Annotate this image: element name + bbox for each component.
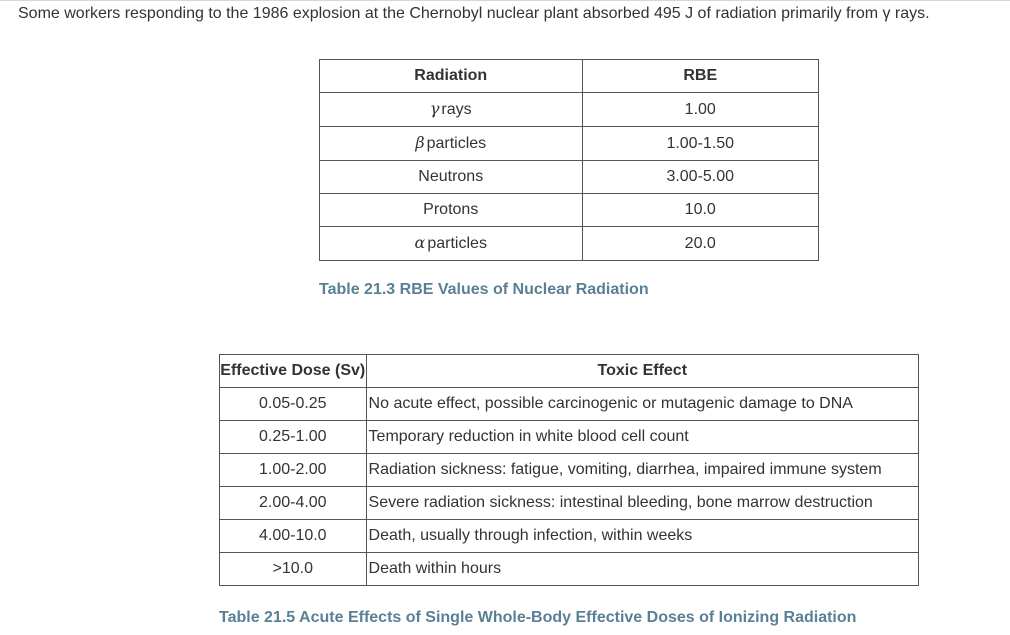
effect-cell: Death, usually through infection, within weeks xyxy=(366,520,918,553)
radiation-name: particles xyxy=(426,135,487,152)
dose-cell: >10.0 xyxy=(220,553,367,586)
rbe-table-caption: Table 21.3 RBE Values of Nuclear Radiation xyxy=(319,281,649,298)
column-header-toxic-effect: Toxic Effect xyxy=(366,355,918,388)
table-row xyxy=(320,194,819,227)
radiation-cell xyxy=(320,127,583,161)
rbe-table xyxy=(319,59,819,261)
effect-cell: No acute effect, possible carcinogenic or mutagenic damage to DNA xyxy=(366,388,918,421)
dose-cell: 1.00-2.00 xyxy=(220,454,367,487)
effect-cell: Radiation sickness: fatigue, vomiting, diarrhea, impaired immune system xyxy=(366,454,918,487)
greek-symbol: α xyxy=(414,233,426,252)
effect-cell: Death within hours xyxy=(366,553,918,586)
table-row xyxy=(220,388,919,421)
dose-cell: 2.00-4.00 xyxy=(220,487,367,520)
rbe-cell: 1.00 xyxy=(582,93,819,127)
table-row xyxy=(320,161,819,194)
table-row xyxy=(320,127,819,161)
dose-effects-table xyxy=(219,354,919,586)
rbe-cell: 1.00-1.50 xyxy=(582,127,819,161)
table-header-row xyxy=(320,60,819,93)
radiation-cell xyxy=(320,227,583,261)
top-divider xyxy=(0,0,1010,1)
table-header-row xyxy=(220,355,919,388)
table-row xyxy=(220,553,919,586)
dose-table-caption: Table 21.5 Acute Effects of Single Whole-Body Effective Doses of Ionizing Radiation xyxy=(219,609,857,626)
radiation-cell xyxy=(320,194,583,227)
radiation-cell xyxy=(320,93,583,127)
table-row xyxy=(320,227,819,261)
intro-paragraph: Some workers responding to the 1986 explosion at the Chernobyl nuclear plant absorbed 495 J of radiation primarily from γ rays. xyxy=(18,5,930,22)
column-header-rbe: RBE xyxy=(582,60,819,93)
column-header-effective-dose: Effective Dose (Sv) xyxy=(220,355,367,388)
rbe-cell: 3.00-5.00 xyxy=(582,161,819,194)
table-row xyxy=(220,487,919,520)
radiation-name: Protons xyxy=(423,201,479,218)
table-row xyxy=(220,454,919,487)
column-header-radiation: Radiation xyxy=(320,60,583,93)
radiation-name: particles xyxy=(427,235,487,252)
dose-cell: 0.05-0.25 xyxy=(220,388,367,421)
greek-symbol: β xyxy=(415,133,425,152)
table-row xyxy=(220,421,919,454)
rbe-cell: 10.0 xyxy=(582,194,819,227)
radiation-name: Neutrons xyxy=(418,168,484,185)
effect-cell: Severe radiation sickness: intestinal bleeding, bone marrow destruction xyxy=(366,487,918,520)
radiation-cell xyxy=(320,161,583,194)
effect-cell: Temporary reduction in white blood cell count xyxy=(366,421,918,454)
dose-cell: 4.00-10.0 xyxy=(220,520,367,553)
radiation-name: rays xyxy=(441,101,472,118)
table-row xyxy=(320,93,819,127)
table-row xyxy=(220,520,919,553)
rbe-cell: 20.0 xyxy=(582,227,819,261)
greek-symbol: γ xyxy=(429,99,440,118)
dose-cell: 0.25-1.00 xyxy=(220,421,367,454)
